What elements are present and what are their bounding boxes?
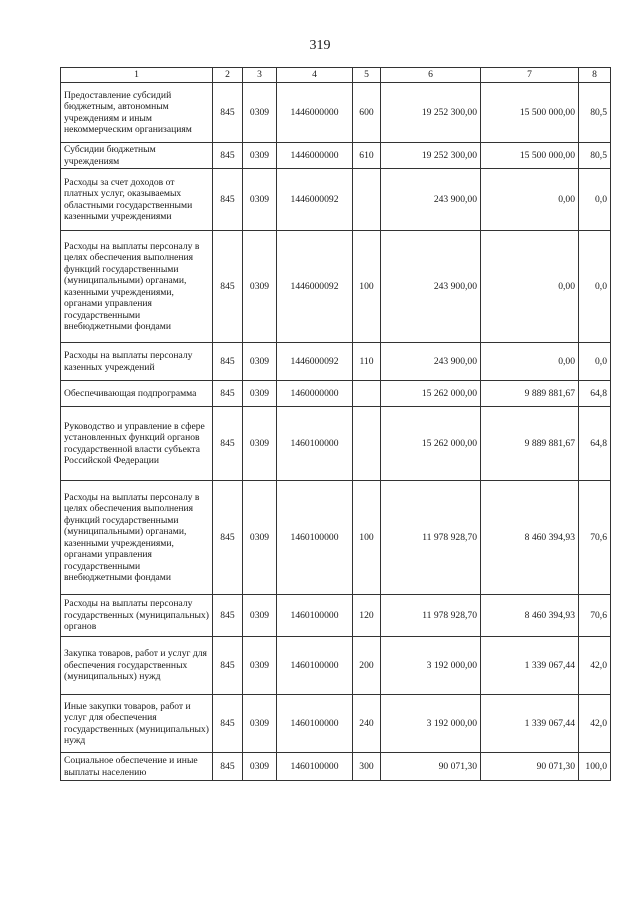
row-planned: 3 192 000,00: [381, 637, 481, 695]
row-target-article: 1460100000: [277, 595, 353, 637]
row-ministry: 845: [213, 753, 243, 781]
row-expense-type: 610: [353, 143, 381, 169]
row-executed: 1 339 067,44: [481, 695, 579, 753]
row-section: 0309: [243, 381, 277, 407]
row-expense-type: 200: [353, 637, 381, 695]
row-target-article: 1446000092: [277, 231, 353, 343]
row-expense-type: [353, 169, 381, 231]
row-planned: 15 262 000,00: [381, 381, 481, 407]
row-expense-type: 600: [353, 83, 381, 143]
table-row: [61, 407, 611, 481]
row-name: Руководство и управление в сфере установленных функций органов государственной власти субъекта Российской Федерации: [61, 407, 213, 481]
table-row: [61, 343, 611, 381]
row-executed: 15 500 000,00: [481, 83, 579, 143]
row-ministry: 845: [213, 381, 243, 407]
row-ministry: 845: [213, 143, 243, 169]
header-col-4: 4: [277, 68, 353, 83]
row-expense-type: 240: [353, 695, 381, 753]
row-section: 0309: [243, 637, 277, 695]
header-col-7: 7: [481, 68, 579, 83]
row-name: Расходы за счет доходов от платных услуг, оказываемых областными государственными казенными учреждениями: [61, 169, 213, 231]
row-percent: 42,0: [579, 695, 611, 753]
budget-table: [60, 67, 611, 781]
row-expense-type: 110: [353, 343, 381, 381]
header-col-5: 5: [353, 68, 381, 83]
row-expense-type: [353, 381, 381, 407]
row-target-article: 1460100000: [277, 407, 353, 481]
row-percent: 80,5: [579, 143, 611, 169]
row-target-article: 1460100000: [277, 481, 353, 595]
row-percent: 70,6: [579, 481, 611, 595]
row-section: 0309: [243, 143, 277, 169]
row-section: 0309: [243, 169, 277, 231]
row-target-article: 1460100000: [277, 637, 353, 695]
row-planned: 243 900,00: [381, 231, 481, 343]
row-target-article: 1446000000: [277, 143, 353, 169]
table-row: [61, 695, 611, 753]
row-executed: 15 500 000,00: [481, 143, 579, 169]
row-ministry: 845: [213, 83, 243, 143]
row-planned: 90 071,30: [381, 753, 481, 781]
row-name: Предоставление субсидий бюджетным, автономным учреждениям и иным некоммерческим организациям: [61, 83, 213, 143]
table-row: [61, 595, 611, 637]
row-section: 0309: [243, 343, 277, 381]
row-target-article: 1446000092: [277, 169, 353, 231]
row-planned: 19 252 300,00: [381, 143, 481, 169]
table-row: [61, 83, 611, 143]
row-ministry: 845: [213, 231, 243, 343]
row-expense-type: [353, 407, 381, 481]
row-section: 0309: [243, 231, 277, 343]
row-target-article: 1446000092: [277, 343, 353, 381]
row-expense-type: 300: [353, 753, 381, 781]
row-percent: 42,0: [579, 637, 611, 695]
row-executed: 9 889 881,67: [481, 381, 579, 407]
row-name: Закупка товаров, работ и услуг для обеспечения государственных (муниципальных) нужд: [61, 637, 213, 695]
row-expense-type: 100: [353, 231, 381, 343]
row-ministry: 845: [213, 595, 243, 637]
header-col-2: 2: [213, 68, 243, 83]
table-row: [61, 169, 611, 231]
table-row: [61, 381, 611, 407]
row-name: Обеспечивающая подпрограмма: [61, 381, 213, 407]
row-executed: 8 460 394,93: [481, 481, 579, 595]
row-percent: 100,0: [579, 753, 611, 781]
row-name: Расходы на выплаты персоналу в целях обеспечения выполнения функций государственными (муниципальными) органами, казенными учреждениями, органами управления государственными внебюджетными фондами: [61, 481, 213, 595]
row-section: 0309: [243, 695, 277, 753]
page-number: 319: [309, 38, 331, 53]
row-percent: 0,0: [579, 343, 611, 381]
row-percent: 0,0: [579, 231, 611, 343]
row-ministry: 845: [213, 481, 243, 595]
row-planned: 243 900,00: [381, 343, 481, 381]
header-col-3: 3: [243, 68, 277, 83]
header-col-8: 8: [579, 68, 611, 83]
row-target-article: 1460100000: [277, 695, 353, 753]
row-target-article: 1460100000: [277, 753, 353, 781]
row-planned: 11 978 928,70: [381, 595, 481, 637]
row-ministry: 845: [213, 169, 243, 231]
table-header-row: [61, 68, 611, 83]
row-planned: 3 192 000,00: [381, 695, 481, 753]
row-name: Социальное обеспечение и иные выплаты населению: [61, 753, 213, 781]
table-row: [61, 231, 611, 343]
table-row: [61, 637, 611, 695]
row-target-article: 1446000000: [277, 83, 353, 143]
row-executed: 1 339 067,44: [481, 637, 579, 695]
row-planned: 11 978 928,70: [381, 481, 481, 595]
row-expense-type: 120: [353, 595, 381, 637]
row-executed: 90 071,30: [481, 753, 579, 781]
row-name: Иные закупки товаров, работ и услуг для обеспечения государственных (муниципальных) нужд: [61, 695, 213, 753]
header-col-1: 1: [61, 68, 213, 83]
row-expense-type: 100: [353, 481, 381, 595]
row-planned: 15 262 000,00: [381, 407, 481, 481]
row-percent: 0,0: [579, 169, 611, 231]
row-planned: 243 900,00: [381, 169, 481, 231]
table-row: [61, 481, 611, 595]
row-section: 0309: [243, 481, 277, 595]
row-ministry: 845: [213, 695, 243, 753]
row-executed: 0,00: [481, 231, 579, 343]
row-section: 0309: [243, 595, 277, 637]
row-percent: 80,5: [579, 83, 611, 143]
row-name: Расходы на выплаты персоналу в целях обеспечения выполнения функций государственными (муниципальными) органами, казенными учреждениями, органами управления государственными внебюджетными фондами: [61, 231, 213, 343]
row-executed: 9 889 881,67: [481, 407, 579, 481]
row-ministry: 845: [213, 407, 243, 481]
header-col-6: 6: [381, 68, 481, 83]
table-row: [61, 143, 611, 169]
table-row: [61, 753, 611, 781]
row-executed: 0,00: [481, 343, 579, 381]
row-ministry: 845: [213, 637, 243, 695]
row-section: 0309: [243, 407, 277, 481]
row-percent: 64,8: [579, 407, 611, 481]
row-percent: 70,6: [579, 595, 611, 637]
row-ministry: 845: [213, 343, 243, 381]
row-target-article: 1460000000: [277, 381, 353, 407]
row-section: 0309: [243, 83, 277, 143]
row-name: Расходы на выплаты персоналу государственных (муниципальных) органов: [61, 595, 213, 637]
row-executed: 8 460 394,93: [481, 595, 579, 637]
row-executed: 0,00: [481, 169, 579, 231]
row-name: Расходы на выплаты персоналу казенных учреждений: [61, 343, 213, 381]
row-name: Субсидии бюджетным учреждениям: [61, 143, 213, 169]
row-section: 0309: [243, 753, 277, 781]
row-planned: 19 252 300,00: [381, 83, 481, 143]
row-percent: 64,8: [579, 381, 611, 407]
